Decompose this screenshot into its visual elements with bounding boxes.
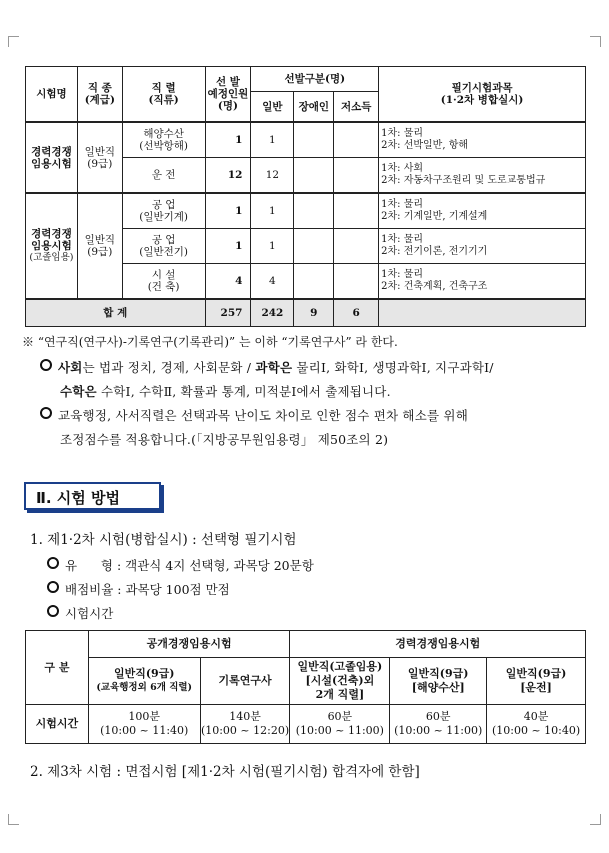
- header-category-group: 선발구분(명): [251, 67, 379, 92]
- exam-column-header-line: 일반직(9급): [113, 667, 175, 680]
- job-series-line: (일반전기): [139, 246, 188, 258]
- exam-column-header-line: [시설(건축)외: [305, 674, 375, 687]
- exam-method-text: 시험시간: [65, 606, 114, 621]
- note-line: [40, 358, 494, 376]
- subjects-cell: [379, 158, 586, 194]
- job-series-cell: [122, 193, 205, 229]
- exam-name-line: 경력경쟁: [31, 145, 72, 158]
- section-heading: Ⅱ. 시험 방법: [24, 482, 161, 510]
- bullet-circle-icon: [40, 359, 52, 371]
- note-text: 교육행정, 사서직렬은 선택과목 난이도 차이로 인한 점수 편차 해소를 위해: [58, 408, 468, 423]
- exam-time-line: 60분: [425, 710, 451, 723]
- total-label: 합 계: [26, 299, 206, 327]
- note-line: [60, 382, 391, 400]
- general-count-cell: 1: [251, 229, 294, 264]
- exam-name-cell: [26, 122, 78, 193]
- job-series-line: 공 업: [151, 199, 176, 211]
- row-label-category: 구 분: [26, 631, 89, 705]
- disabled-count-cell: [294, 264, 334, 300]
- total-lowincome: 6: [334, 299, 379, 327]
- header-general: 일반: [251, 92, 294, 123]
- page-corner-mark: [590, 814, 601, 825]
- subject-line: 2차: 기계일반, 기계설계: [381, 211, 488, 222]
- job-type-line: (9급): [87, 157, 113, 170]
- note-text: 수학은: [60, 384, 97, 399]
- job-series-cell: [122, 122, 205, 158]
- exam-time-line: (10:00 ~ 10:40): [491, 724, 581, 737]
- exam-column-header: [200, 658, 290, 705]
- total-disabled: 9: [294, 299, 334, 327]
- group-open-competition: 공개경쟁임용시험: [88, 631, 290, 658]
- subject-line: 2차: 선박일반, 항해: [381, 140, 469, 151]
- subject-line: 1차: 사회: [381, 163, 424, 174]
- job-series-cell: [122, 158, 205, 194]
- note-line: [60, 430, 388, 448]
- step1-title: 1. 제1·2차 시험(병합실시) : 선택형 필기시험: [30, 532, 297, 548]
- subject-line: 1차: 물리: [381, 234, 424, 245]
- bullet-circle-icon: [47, 581, 59, 593]
- exam-column-header-line: 2개 직렬]: [315, 688, 365, 701]
- job-series-line: 운 전: [151, 169, 176, 181]
- exam-time-cell: [88, 705, 200, 744]
- job-series-line: 시 설: [151, 269, 176, 281]
- disabled-count-cell: [294, 193, 334, 229]
- disabled-count-cell: [294, 122, 334, 158]
- exam-method-text: 유 형 : 객관식 4지 선택형, 과목당 20문항: [65, 558, 314, 573]
- bullet-circle-icon: [40, 407, 52, 419]
- exam-time-cell: [200, 705, 290, 744]
- exam-time-cell: [290, 705, 390, 744]
- recruit-count-cell: 1: [205, 122, 251, 158]
- general-count-cell: 1: [251, 193, 294, 229]
- note-line: [40, 406, 468, 424]
- total-recruit: 257: [205, 299, 251, 327]
- recruit-count-cell: 1: [205, 229, 251, 264]
- header-job-type: 직 종 (계급): [77, 67, 122, 123]
- exam-time-line: 140분: [229, 710, 261, 723]
- job-series-cell: [122, 229, 205, 264]
- note-text: 는 법과 정치, 경제, 사회문화 /: [82, 360, 256, 375]
- note-text: 조정점수를 적용합니다.(「지방공무원임용령」 제50조의 2): [60, 432, 389, 447]
- exam-time-line: (10:00 ~ 11:00): [394, 724, 483, 737]
- footnote-star: ※ “연구직(연구사)-기록연구(기록관리)” 는 이하 “기록연구사” 라 한다.: [22, 335, 398, 349]
- exam-method-text: 배점비율 : 과목당 100점 만점: [65, 582, 230, 597]
- exam-time-cell: [487, 705, 586, 744]
- lowincome-count-cell: [334, 264, 379, 300]
- recruit-count-cell: 4: [205, 264, 251, 300]
- subject-line: 1차: 물리: [381, 199, 424, 210]
- exam-time-line: (10:00 ~ 11:00): [295, 724, 384, 737]
- header-subjects: 필기시험과목 (1·2차 병합실시): [379, 67, 586, 123]
- exam-time-line: 40분: [523, 710, 549, 723]
- exam-name-cell: [26, 193, 78, 299]
- disabled-count-cell: [294, 158, 334, 194]
- note-text: 사회: [58, 360, 83, 375]
- exam-column-header: [390, 658, 487, 705]
- exam-column-header-line: 일반직(고졸임용): [297, 660, 383, 673]
- exam-method-item: [47, 556, 314, 574]
- page-corner-mark: [8, 814, 19, 825]
- subject-line: 1차: 물리: [381, 269, 424, 280]
- total-general: 242: [251, 299, 294, 327]
- page-corner-mark: [8, 36, 19, 47]
- note-text: 물리Ⅰ, 화학Ⅰ, 생명과학Ⅰ, 지구과학Ⅰ/: [292, 360, 494, 375]
- header-disabled: 장애인: [294, 92, 334, 123]
- subjects-cell: [379, 264, 586, 300]
- total-subjects-empty: [379, 299, 586, 327]
- step2-title: 2. 제3차 시험 : 면접시험 [제1·2차 시험(필기시험) 합격자에 한함]: [30, 764, 420, 780]
- general-count-cell: 4: [251, 264, 294, 300]
- exam-time-line: 60분: [327, 710, 353, 723]
- header-job-series: 직 렬 (직류): [122, 67, 205, 123]
- lowincome-count-cell: [334, 229, 379, 264]
- lowincome-count-cell: [334, 122, 379, 158]
- note-text: 수학Ⅰ, 수학Ⅱ, 확률과 통계, 미적분Ⅰ에서 출제됩니다.: [96, 384, 391, 399]
- exam-column-header: [487, 658, 586, 705]
- job-type-cell: [77, 122, 122, 193]
- recruit-count-cell: 1: [205, 193, 251, 229]
- note-text: 과학은: [255, 360, 293, 375]
- subject-line: 1차: 물리: [381, 128, 424, 139]
- exam-column-header-line: [해양수산]: [411, 681, 465, 694]
- subjects-cell: [379, 229, 586, 264]
- exam-method-item: [47, 580, 230, 598]
- general-count-cell: 12: [251, 158, 294, 194]
- job-series-line: (선박항해): [139, 140, 188, 152]
- job-series-line: 공 업: [151, 234, 176, 246]
- exam-time-line: (10:00 ~ 12:20): [200, 724, 290, 737]
- header-exam-name: 시험명: [26, 67, 78, 123]
- exam-name-line: (고졸임용): [29, 252, 74, 263]
- job-series-line: 해양수산: [143, 128, 184, 140]
- row-label-exam-time: 시험시간: [26, 705, 89, 744]
- job-series-cell: [122, 264, 205, 300]
- exam-column-header: [290, 658, 390, 705]
- subject-line: 2차: 전기이론, 전기기기: [381, 246, 488, 257]
- recruitment-table: [25, 66, 586, 327]
- job-series-line: (건 축): [147, 281, 180, 293]
- disabled-count-cell: [294, 229, 334, 264]
- exam-column-header: [88, 658, 200, 705]
- exam-name-line: 임용시험: [31, 157, 72, 170]
- job-type-line: 일반직: [84, 234, 116, 246]
- group-career-competition: 경력경쟁임용시험: [290, 631, 586, 658]
- page-corner-mark: [590, 36, 601, 47]
- lowincome-count-cell: [334, 193, 379, 229]
- job-type-line: (9급): [87, 246, 113, 258]
- exam-column-header-line: 일반직(9급): [505, 667, 567, 680]
- recruit-count-cell: 12: [205, 158, 251, 194]
- general-count-cell: 1: [251, 122, 294, 158]
- header-recruit-count: 선 발 예정인원 (명): [205, 67, 251, 123]
- exam-time-table: [25, 630, 586, 744]
- exam-column-header-line: 기록연구사: [218, 674, 272, 687]
- bullet-circle-icon: [47, 557, 59, 569]
- subjects-cell: [379, 122, 586, 158]
- job-type-line: 일반직: [84, 145, 116, 158]
- exam-name-line: 임용시험: [31, 240, 72, 252]
- exam-column-header-line: [운전]: [520, 681, 552, 694]
- header-lowincome: 저소득: [334, 92, 379, 123]
- subject-line: 2차: 건축계획, 건축구조: [381, 281, 488, 292]
- exam-column-header-line: 일반직(9급): [407, 667, 469, 680]
- job-type-cell: [77, 193, 122, 299]
- exam-time-line: (10:00 ~ 11:40): [100, 724, 189, 737]
- bullet-circle-icon: [47, 605, 59, 617]
- exam-method-item: [47, 604, 113, 622]
- exam-time-cell: [390, 705, 487, 744]
- job-series-line: (일반기계): [139, 211, 188, 223]
- subject-line: 2차: 자동차구조원리 및 도로교통법규: [381, 175, 546, 186]
- exam-column-header-line: (교육행정외 6개 직렬): [96, 682, 193, 693]
- exam-name-line: 경력경쟁: [31, 228, 72, 240]
- lowincome-count-cell: [334, 158, 379, 194]
- exam-time-line: 100분: [128, 710, 161, 723]
- subjects-cell: [379, 193, 586, 229]
